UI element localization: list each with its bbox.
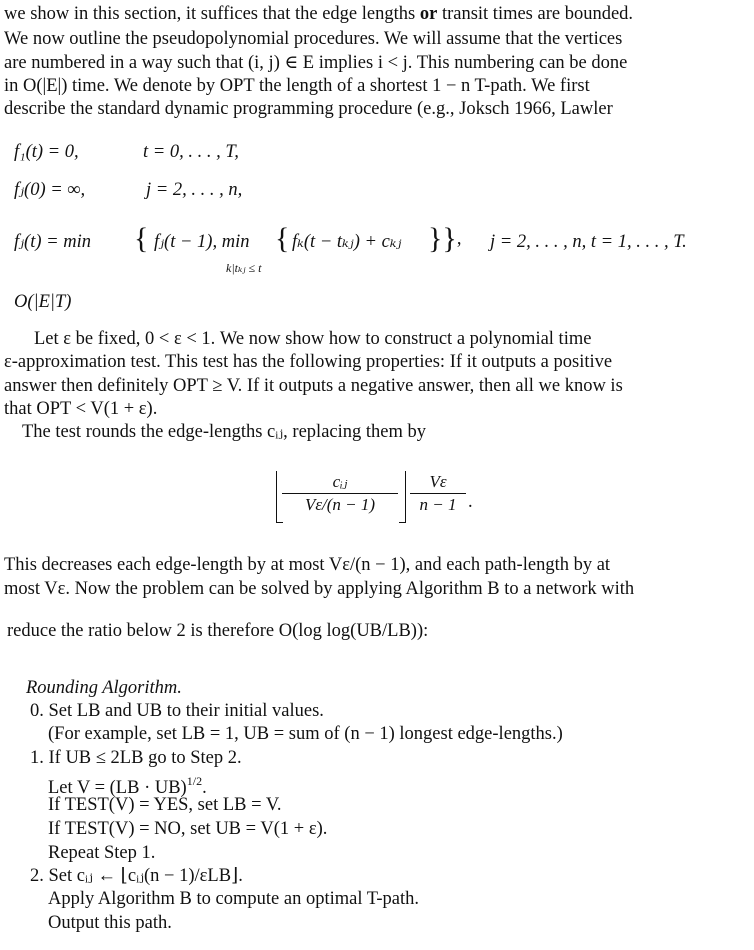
para1-line5: describe the standard dynamic programming procedure (e.g., Joksch 1966, Lawler [4,99,613,119]
algorithm-step1: 1. If UB ≤ 2LB go to Step 2. [30,748,242,768]
algorithm-step0: 0. Set LB and UB to their initial values. [30,701,324,721]
para1-line2: We now outline the pseudopolynomial procedures. We will assume that the vertices [4,29,623,49]
para1-line1: we show in this section, it suffices that the edge lengths or transit times are bounded. [4,4,634,24]
multiplier-numerator: Vε [410,471,466,494]
fraction-denominator: Vε/(n − 1) [304,495,376,514]
eq3-brace-open: { [134,222,149,255]
algorithm-step1-repeat: Repeat Step 1. [48,843,156,863]
fraction-numerator: cᵢⱼ [282,471,398,494]
algorithm-step2-apply: Apply Algorithm B to compute an optimal T-path. [48,889,420,909]
eq2-lhs: fⱼ(0) = ∞, [14,180,86,200]
fraction-period: . [468,492,473,512]
eq3-under: k|tₖⱼ ≤ t [226,261,262,275]
algorithm-step0-example: (For example, set LB = 1, UB = sum of (n − 1) longest edge-lengths.) [48,724,563,744]
para3-line2: most Vε. Now the problem can be solved by applying Algorithm B to a network with [4,579,635,599]
algorithm-step2: 2. Set cᵢⱼ ← ⌊cᵢⱼ(n − 1)/εLB⌋. [30,866,243,886]
algorithm-step1-yes: If TEST(V) = YES, set LB = V. [48,795,282,815]
algorithm-title: Rounding Algorithm. [26,678,182,698]
multiplier-denominator: n − 1 [419,495,457,514]
para2-line4: that OPT < V(1 + ε). [4,399,158,419]
eq3-lhs: fⱼ(t) = min [14,232,91,252]
para3-line3: reduce the ratio below 2 is therefore O(log log(UB/LB)): [7,621,429,641]
complexity: O(|E|T) [14,292,72,312]
para2-line2: ε-approximation test. This test has the following properties: If it outputs a positive [4,352,613,372]
eq3-mid: fⱼ(t − 1), min [154,232,250,252]
algorithm-step2-output: Output this path. [48,913,172,933]
eq2-rhs: j = 2, . . . , n, [146,180,243,200]
para1-line3: are numbered in a way such that (i, j) ∈ E implies i < j. This numbering can be done [4,53,628,73]
para2-line1: Let ε be fixed, 0 < ε < 1. We now show how to construct a polynomial time [34,329,592,349]
eq1-lhs: f₁(t) = 0, [14,142,79,162]
para3-line1: This decreases each edge-length by at most Vε/(n − 1), and each path-length by at [4,555,611,575]
algorithm-step1-let: Let V = (LB · UB)$^{1/2}$. [48,774,207,798]
eq1-rhs: t = 0, . . . , T, [143,142,239,162]
eq3-inner-open: { [275,222,290,255]
fraction-main [282,471,398,516]
para1-line4: in O(|E|) time. We denote by OPT the length of a shortest 1 − n T-path. We first [4,76,590,96]
para2-line3: answer then definitely OPT ≥ V. If it outputs a negative answer, then all we know is [4,376,623,396]
algorithm-step1-no: If TEST(V) = NO, set UB = V(1 + ε). [48,819,328,839]
eq3-inner: fₖ(t − tₖⱼ) + cₖⱼ [292,232,402,252]
fraction-multiplier [410,471,466,516]
eq3-cond: j = 2, . . . , n, t = 1, . . . , T. [490,232,687,252]
eq3-braces-close: }}, [428,222,462,255]
para2-line5: The test rounds the edge-lengths cᵢⱼ, replacing them by [22,422,427,442]
